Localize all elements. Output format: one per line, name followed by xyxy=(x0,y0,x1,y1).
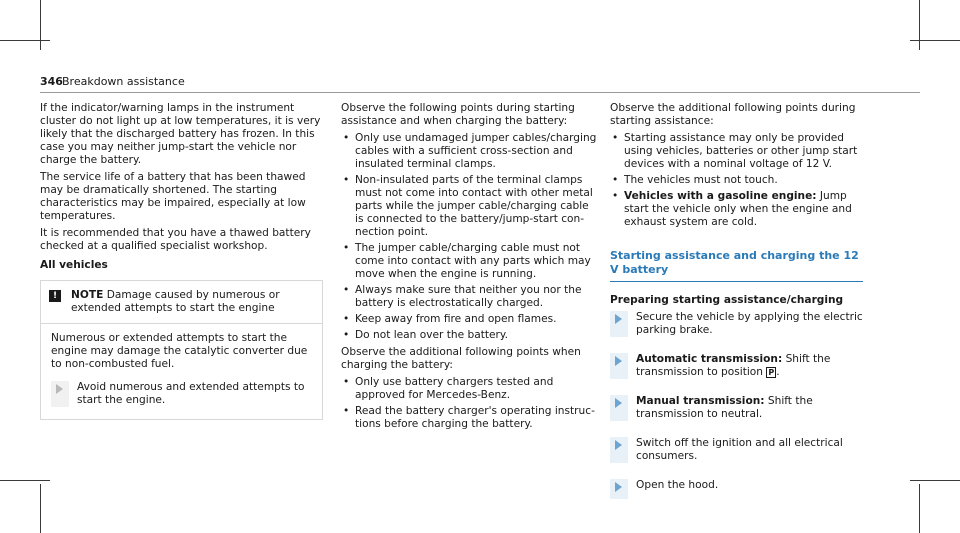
section-header: Breakdown assistance xyxy=(62,75,185,88)
page-number: 346 xyxy=(40,75,63,88)
paragraph: Observe the following points during starting assistance and when charging the battery: xyxy=(341,102,575,127)
bullet-list xyxy=(341,376,599,431)
paragraph: Observe the additional following points during starting assistance: xyxy=(610,102,856,127)
step-bar xyxy=(610,437,628,463)
step-bold: Automatic transmission: xyxy=(636,353,783,365)
arrow-right-icon xyxy=(615,440,622,450)
list-item-bold: Vehicles with a gasoline engine: xyxy=(624,190,817,202)
note-title-text: Damage caused by numerous or extended attempts to start the engine xyxy=(71,289,280,314)
arrow-right-icon xyxy=(615,356,622,366)
paragraph: The service life of a battery that has been thawed may be dramatically shortened. The starting characteristics may be impaired, especially at low temperatures. xyxy=(40,171,306,222)
step-text: Open the hood. xyxy=(636,479,719,491)
step-plain: Shift the transmission to neutral. xyxy=(636,395,813,420)
step-bar xyxy=(610,311,628,337)
paragraph: Observe the additional following points when charging the battery: xyxy=(341,346,581,371)
step-bar xyxy=(610,353,628,379)
note-step xyxy=(51,381,312,407)
instruction-step xyxy=(610,395,863,421)
arrow-right-icon xyxy=(615,314,622,324)
header-divider xyxy=(40,92,920,93)
subheading: Preparing starting assistance/charging xyxy=(610,294,844,306)
subheading: All vehicles xyxy=(40,259,108,271)
crop-mark xyxy=(910,40,960,41)
step-text xyxy=(636,395,863,421)
step-bold: Manual transmission: xyxy=(636,395,765,407)
list-item: • Do not lean over the battery. xyxy=(341,329,599,342)
step-bar xyxy=(610,395,628,421)
section-title: Starting assistance and charging the 12 V battery xyxy=(610,249,859,276)
step-bar xyxy=(610,479,628,499)
step-text xyxy=(636,353,863,379)
note-title-wrap xyxy=(71,289,314,315)
arrow-right-icon xyxy=(56,384,63,394)
period: . xyxy=(776,366,780,378)
section-divider xyxy=(610,281,863,282)
crop-mark xyxy=(919,484,920,533)
step-bar xyxy=(51,381,69,407)
arrow-right-icon xyxy=(615,482,622,492)
crop-mark xyxy=(910,480,960,481)
note-box xyxy=(40,280,323,420)
step-text: Switch off the ignition and all electrical consumers. xyxy=(636,437,843,462)
list-item: • Only use battery chargers tested and approved for Mercedes-Benz. xyxy=(341,376,599,402)
step-text: Avoid numerous and extended attempts to start the engine. xyxy=(77,381,305,406)
note-header xyxy=(41,281,322,324)
instruction-step xyxy=(610,437,863,463)
list-item-text: Jump start the vehicle only when the engine and exhaust system are cold. xyxy=(624,190,852,228)
gear-position-p-icon: P xyxy=(768,368,775,377)
arrow-right-icon xyxy=(615,398,622,408)
column-middle xyxy=(341,102,599,435)
list-item: • Non-insulated parts of the terminal clamps must not come into contact with other metal parts while the jumper cable/charging cable is connected to the battery/jump-start connection point. xyxy=(341,174,599,239)
paragraph: It is recommended that you have a thawed battery checked at a qualified specialist workshop. xyxy=(40,227,311,252)
crop-mark xyxy=(919,0,920,50)
step-plain: Shift the transmission to position xyxy=(636,353,831,378)
crop-mark xyxy=(40,0,41,50)
warning-icon: ! xyxy=(49,290,61,302)
instruction-step xyxy=(610,311,863,337)
bullet-list xyxy=(610,132,863,229)
note-text: Numerous or extended attempts to start the engine may damage the catalytic converter due to non-combusted fuel. xyxy=(51,332,308,370)
bullet-list xyxy=(341,132,599,342)
instruction-step xyxy=(610,479,863,499)
list-item: • Only use undamaged jumper cables/charging cables with a sufficient cross-section and insulated terminal clamps. xyxy=(341,132,599,171)
list-item: • Read the battery charger's operating instructions before charging the battery. xyxy=(341,405,599,431)
list-item xyxy=(610,190,863,229)
instruction-step xyxy=(610,353,863,379)
column-right xyxy=(610,102,863,503)
list-item: • The vehicles must not touch. xyxy=(610,174,863,187)
list-item: • Keep away from fire and open flames. xyxy=(341,313,599,326)
paragraph: If the indicator/warning lamps in the instrument cluster do not light up at low temperatures, it is very likely that the discharged battery has frozen. In this case you may neither jump-start the vehicle nor charge the battery. xyxy=(40,102,321,166)
list-item: • Starting assistance may only be provided using vehicles, batteries or other jump start devices with a nominal voltage of 12 V. xyxy=(610,132,863,171)
step-text: Secure the vehicle by applying the electric parking brake. xyxy=(636,311,863,336)
note-body xyxy=(41,324,322,419)
crop-mark xyxy=(40,484,41,533)
list-item: • Always make sure that neither you nor the battery is electrostatically charged. xyxy=(341,284,599,310)
column-left xyxy=(40,102,323,420)
crop-mark xyxy=(0,40,50,41)
list-item: • The jumper cable/charging cable must not come into contact with any parts which may move when the engine is running. xyxy=(341,242,599,281)
crop-mark xyxy=(0,480,50,481)
note-label: NOTE xyxy=(71,289,104,301)
